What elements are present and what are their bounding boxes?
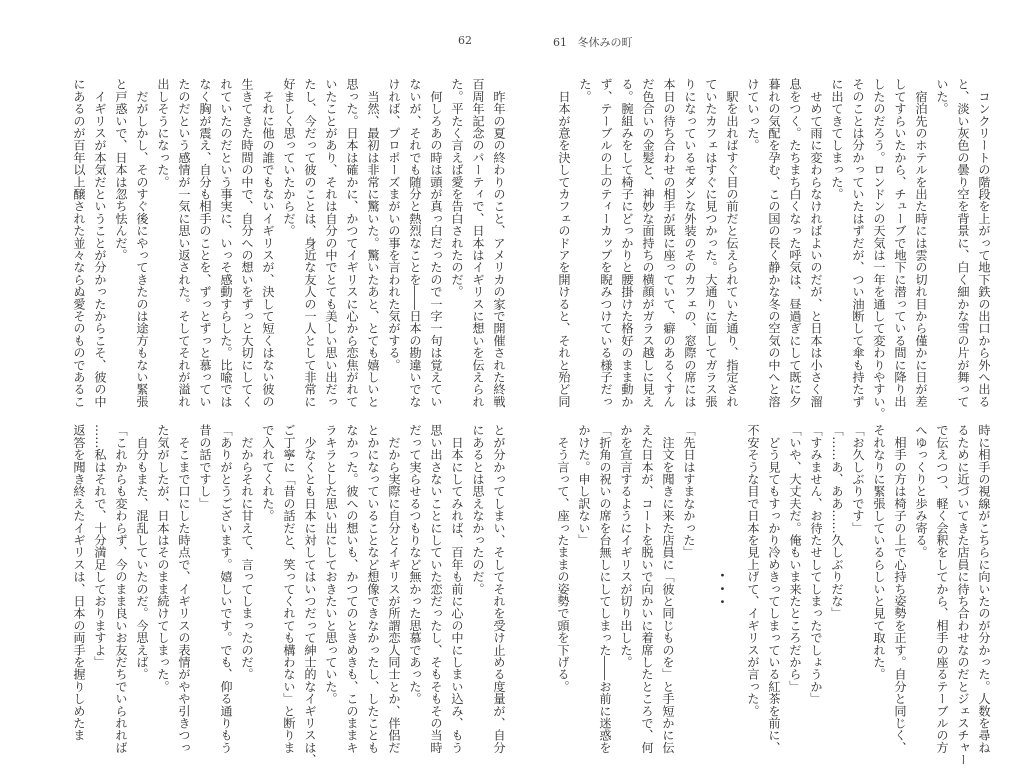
text-line: 不安そうな目で日本を見上げて、イギリスが言った。 [746,424,760,717]
text-line: だ色合いの金髪と、神妙な面持ちの横顔がガラス越しに見え [641,78,655,408]
text-line: そこまで口にした時点で、イギリスの表情がやや引きつっ [177,424,191,754]
text-line: だからそれに甘えて、言ってしまったのだ。 [240,424,254,681]
text-line: 「折角の祝いの席を台無しにしてしまった――お前に迷惑を [598,424,612,754]
text-line: に出てきてしまった。 [830,78,844,200]
text-line: 日本にしてみれば、百年も前に心の中にしまい込み、もう [450,424,464,754]
text-line: 思い出さないことにしていた恋だったし、そもそもその当時 [429,424,443,754]
text-line: た気がしたが、日本はそのまま続けてしまった。 [156,424,170,693]
text-line: してすらいたから、チューブで地下に潜っている間に降り出 [893,78,907,408]
text-line: 思った。日本は確かに、かつてイギリスに心から恋焦がれて [345,78,359,408]
text-line: 日本が意を決してカフェのドアを開けると、それと殆ど同 [557,78,571,408]
text-line: と、淡い灰色の曇り空を背景に、白く細かな雪の片が舞って [956,78,970,408]
text-line: 「……あ、ああ……久しぶりだな」 [830,424,844,620]
right-page-number: 61 [553,36,567,49]
text-line: えた日本が、コートを脱いで向かいに着席したところで、何 [640,424,654,754]
text-line: したのだろう。ロンドンの天気は一年を通して変わりやすい。 [872,78,886,420]
text-line: 「お久しぶりです」 [851,424,865,534]
text-line: れていたのだという事実に、いっそ感動すらした。比喩では [219,78,233,408]
text-line: たのだという感情が一気に思い返された。そしてそれが溢れ [177,78,191,408]
text-line: だから実際に自分とイギリスが所謂恋人同士とか、伴侶だ [387,424,401,754]
text-line: で入れてくれた。 [261,424,275,522]
text-line: 時に相手の視線がこちらに向いたのが分かった。人数を尋ね [977,424,991,754]
text-line: 駅を出ればすぐ目の前だと伝えられていた通り、指定され [725,78,739,408]
text-line: で伝えつつ、軽く会釈をしてから、相手の座るテーブルの方 [935,424,949,754]
text-line: どう見てもすっかり冷めきってしまっている紅茶を前に、 [767,424,781,754]
text-line: そのことは分かっていたはずだが、つい油断して傘も持たず [851,78,865,408]
text-line: いた。 [935,78,949,115]
text-line: 「先日はすまなかった」 [682,424,696,559]
text-line: 本日の待ち合わせの相手が既に座っていて、癖のあるくすん [662,78,676,408]
text-line: 息をつく。たちまち白くなった呼気は、昼過ぎにして既に夕 [788,78,802,408]
text-line: ず、テーブルの上のティーカップを睨みつけている様子だっ [599,78,613,408]
right-page-header [553,34,633,50]
text-line: けていった。 [746,78,760,152]
text-line: 「いや、大丈夫だ。俺もいま来たところだから」 [788,424,802,693]
text-line: 自分もまた、混乱していたのだ。今思えば。 [135,424,149,681]
text-line: 少なくとも日本に対してはいつだって紳士的なイギリスは、 [303,424,317,766]
text-line: とかになっていることなど想像できなかったし、したことも [366,424,380,754]
text-line: なく胸が震え、自分も相手のことを、ずっとずっと慕ってい [198,78,212,408]
text-line: た。 [578,78,592,103]
text-line: たし、今だって彼のことは、身近な友人の一人として非常に [303,78,317,408]
text-line: 注文を聞きに来た店員に「彼と同じものを」と手短かに伝 [661,424,675,754]
text-line: た。平たく言えば愛を告白されたのだ。 [450,78,464,298]
text-line: 相手の方は椅子の上で心持ち姿勢を正す。自分と同じく、 [893,424,907,754]
text-line: そう言って、座ったままの姿勢で頭を下げる。 [556,424,570,693]
text-line: にあるのが百年以上醸された並々ならぬ愛そのものであるこ [72,78,86,408]
text-line: 暮れの気配を孕む、この国の長く静かな冬の空気の中へと溶 [767,78,781,408]
text-line: かけた。申し訳ない」 [577,424,591,546]
text-line: だって実らせるつもりなど無かった思慕であった。 [408,424,422,705]
text-line: 出しそうになった。 [156,78,170,188]
text-line: にあるとは思えなかったのだ。 [471,424,485,595]
text-line: だがしかし、そのすぐ後にやってきたのは途方もない緊張 [135,78,149,408]
text-line: と戸惑いで、日本は忽ち怯んだ。 [114,78,128,261]
text-line: ラキラとした思い出にしておきたいと思っていた。 [324,424,338,705]
text-line: 昨年の夏の終わりのこと、アメリカの家で開催された終戦 [492,78,506,408]
left-page-top-text [68,78,509,408]
running-title: 冬休みの町 [577,36,633,49]
text-line: せめて雨に変わらなければよいのだが、と日本は小さく溜 [809,78,823,408]
text-line: ければ、プロポーズまがいの事を言われた気がする。 [387,78,401,371]
text-line: ご丁寧に「昔の話だと、笑ってくれても構わない」と断りま [282,424,296,754]
text-line: コンクリートの階段を上がって地下鉄の出口から外へ出る [977,78,991,408]
text-line: とが分かってしまい、そしてそれを受け止める度量が、自分 [492,424,506,754]
scene-break-dots: ・・・ [715,569,729,609]
text-line: それなりに緊張しているらしいと見て取れた。 [872,424,886,681]
text-line: 「すみません、お待たせしてしまったでしょうか」 [809,424,823,705]
text-line: イギリスが本気だということが分かったからこそ、彼の中 [93,78,107,408]
text-line: かを宣言するようにイギリスが切り出した。 [619,424,633,668]
text-line: 何しろあの時は頭が真っ白だったので一字一句は覚えてい [429,78,443,408]
text-line: 宿泊先のホテルを出た時には雲の切れ目から僅かに日が差 [914,78,928,408]
text-line: りになっているモダンな外装のそのカフェの、窓際の席には [683,78,697,408]
text-line: それに他の誰でもないイギリスが、決して短くはない彼の [261,78,275,408]
text-line: 返答を聞き終えたイギリスは、日本の両手を握りしめたま [72,424,86,742]
text-line: る。腕組みをして椅子にどっかりと腰掛けた格好のまま動か [620,78,634,408]
text-line: 生きてきた時間の中で、自分への想いをずっと大切にしてく [240,78,254,408]
right-page-bottom-text [552,424,994,766]
text-line: へゆっくりと歩み寄る。 [914,424,928,559]
text-line: 「ありがとうございます。嬉しいです。でも、仰る通りもう [219,424,233,754]
text-line: 「これからも変わらず、今のまま良いお友だちでいられれば [114,424,128,754]
text-line: ……私はそれで、十分満足しておりますよ」 [93,424,107,668]
text-line: 百周年記念のパーティで、日本はイギリスに想いを伝えられ [471,78,485,408]
left-page-number: 62 [458,34,472,47]
text-line: 昔の話ですし」 [198,424,212,510]
text-line: なかった。彼への想いも、かつてのときめきも、このままキ [345,424,359,754]
left-page-bottom-text [68,424,509,766]
text-line: 好ましく思っていたからだ。 [282,78,296,237]
text-line: いたことがあり、それは自分の中でとても美しい思い出だっ [324,78,338,408]
text-line: ないが、それでも随分と熱烈なことを――日本の勘違いでな [408,78,422,408]
text-line: 当然、最初は非常に驚いた。驚いたあと、とても嬉しいと [366,78,380,408]
right-page-top-text [553,78,994,420]
text-line: るために近づいてきた店員に待ち合わせなのだとジェスチャー [956,424,970,766]
text-line: ていたカフェはすぐに見つかった。大通りに面してガラス張 [704,78,718,408]
